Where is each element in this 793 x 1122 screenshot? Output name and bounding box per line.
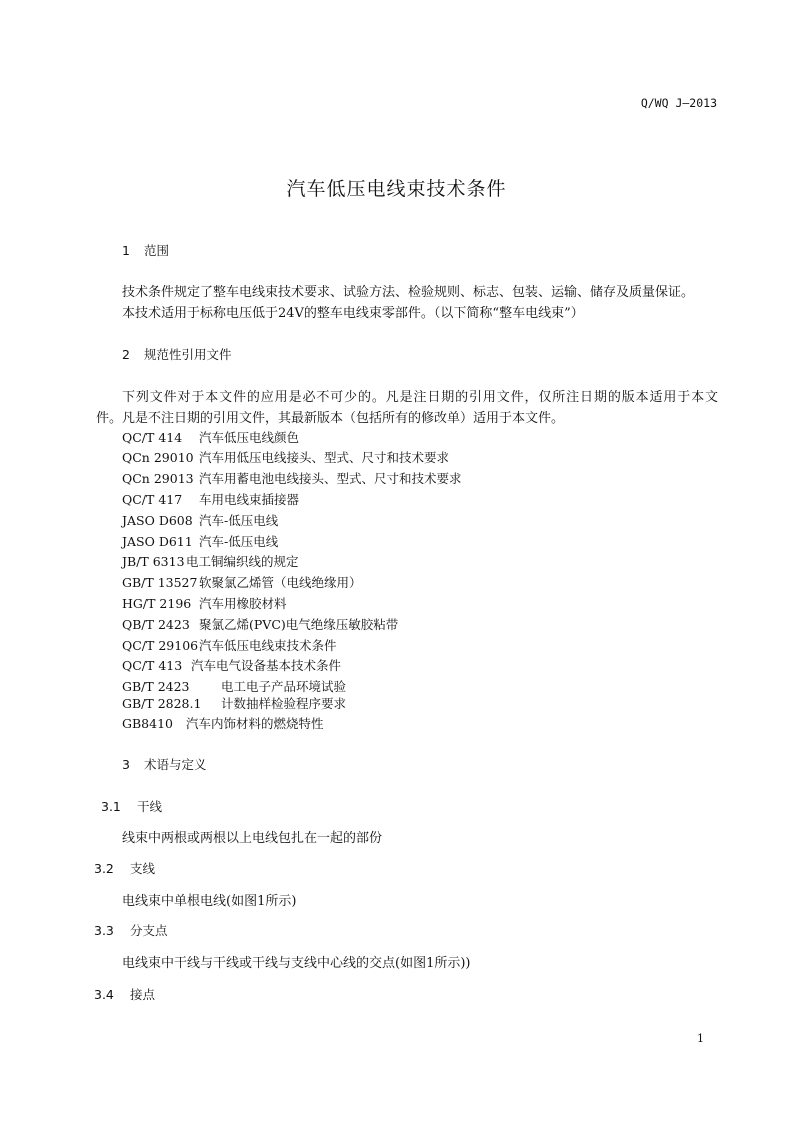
- scope-paragraph-line-2: 本技术适用于标称电压低于24V的整车电线束零部件。（以下简称“整车电线束”）: [122, 306, 584, 321]
- reference-name: 电工铜编织线的规定: [186, 554, 299, 569]
- definition-text: 电线束中单根电线(如图1所示): [122, 894, 297, 909]
- reference-name: 电工电子产品环境试验: [221, 679, 347, 694]
- subsection-3-4-heading: [94, 985, 155, 1003]
- reference-code: QC/T 413: [122, 658, 183, 673]
- reference-name: 计数抽样检验程序要求: [221, 696, 347, 711]
- references-intro-line-1: 下列文件对于本文件的应用是必不可少的。凡是注日期的引用文件，仅所注日期的版本适用于本文: [122, 390, 718, 405]
- reference-item: [122, 469, 462, 487]
- subsection-title: 接点: [130, 987, 156, 1002]
- subsection-3-1-heading: [101, 797, 162, 815]
- reference-code: QC/T 29106: [122, 638, 199, 653]
- section-number: 2: [122, 347, 130, 362]
- reference-name: 汽车低压电线颜色: [199, 430, 300, 445]
- reference-code: GB8410: [122, 716, 173, 731]
- reference-name: 汽车电气设备基本技术条件: [191, 658, 342, 673]
- reference-name: 车用电线束插接器: [199, 492, 300, 507]
- definition-text: 电线束中干线与干线或干线与支线中心线的交点(如图1所示)): [122, 956, 471, 971]
- reference-name: 汽车用橡胶材料: [199, 596, 287, 611]
- reference-item: [122, 636, 337, 654]
- section-number: 1: [122, 243, 130, 258]
- reference-item: [122, 552, 299, 570]
- section-number: 3: [122, 757, 130, 772]
- reference-name: 汽车内饰材料的燃烧特性: [186, 716, 324, 731]
- subsection-title: 干线: [137, 799, 163, 814]
- document-title: 汽车低压电线束技术条件: [286, 178, 507, 200]
- reference-item: [122, 694, 346, 712]
- reference-name: 软聚氯乙烯管（电线绝缘用）: [199, 575, 362, 590]
- reference-code: JB/T 6313: [122, 554, 185, 569]
- reference-item: [122, 511, 278, 529]
- reference-item: [122, 532, 278, 550]
- subsection-title: 支线: [130, 861, 156, 876]
- reference-item: [122, 594, 287, 612]
- section-1-heading: [122, 241, 169, 259]
- reference-code: QC/T 414: [122, 430, 183, 445]
- reference-item: [122, 656, 341, 674]
- scope-paragraph-line-1: 技术条件规定了整车电线束技术要求、试验方法、检验规则、标志、包装、运输、储存及质量保证。: [122, 285, 695, 300]
- reference-item: [122, 490, 299, 508]
- section-title: 规范性引用文件: [144, 347, 232, 362]
- reference-name: 汽车用蓄电池电线接头、型式、尺寸和技术要求: [199, 471, 462, 486]
- subsection-title: 分支点: [130, 923, 168, 938]
- reference-code: GB/T 2828.1: [122, 696, 202, 711]
- reference-item: [122, 448, 449, 466]
- subsection-number: 3.3: [94, 923, 114, 938]
- reference-code: GB/T 13527: [122, 575, 198, 590]
- definition-text: 线束中两根或两根以上电线包扎在一起的部份: [122, 831, 383, 846]
- section-3-heading: [122, 755, 207, 773]
- reference-code: QCn 29010: [122, 450, 194, 465]
- reference-name: 汽车-低压电线: [199, 513, 279, 528]
- reference-item: [122, 615, 398, 633]
- section-title: 范围: [144, 243, 170, 258]
- reference-code: JASO D608: [122, 513, 193, 528]
- reference-item: [122, 428, 299, 446]
- reference-name: 汽车低压电线束技术条件: [199, 638, 337, 653]
- reference-name: 聚氯乙烯(PVC)电气绝缘压敏胶粘带: [199, 617, 399, 632]
- reference-name: 汽车-低压电线: [199, 534, 279, 549]
- subsection-number: 3.1: [101, 799, 121, 814]
- reference-item: [122, 573, 362, 591]
- reference-name: 汽车用低压电线接头、型式、尺寸和技术要求: [199, 450, 450, 465]
- page-number: 1: [697, 1032, 704, 1045]
- subsection-3-3-heading: [94, 921, 168, 939]
- reference-item: [122, 714, 324, 732]
- references-intro-line-2: 件。凡是不注日期的引用文件，其最新版本（包括所有的修改单）适用于本文件。: [96, 411, 565, 426]
- subsection-3-2-heading: [94, 859, 155, 877]
- section-title: 术语与定义: [144, 757, 207, 772]
- subsection-number: 3.4: [94, 987, 114, 1002]
- reference-code: GB/T 2423: [122, 679, 190, 694]
- reference-code: QB/T 2423: [122, 617, 190, 632]
- reference-code: JASO D611: [122, 534, 193, 549]
- subsection-number: 3.2: [94, 861, 114, 876]
- reference-code: QC/T 417: [122, 492, 183, 507]
- reference-item: [122, 677, 346, 695]
- reference-code: QCn 29013: [122, 471, 194, 486]
- standard-code: Q/WQ J—2013: [640, 96, 717, 110]
- section-2-heading: [122, 345, 232, 363]
- reference-code: HG/T 2196: [122, 596, 192, 611]
